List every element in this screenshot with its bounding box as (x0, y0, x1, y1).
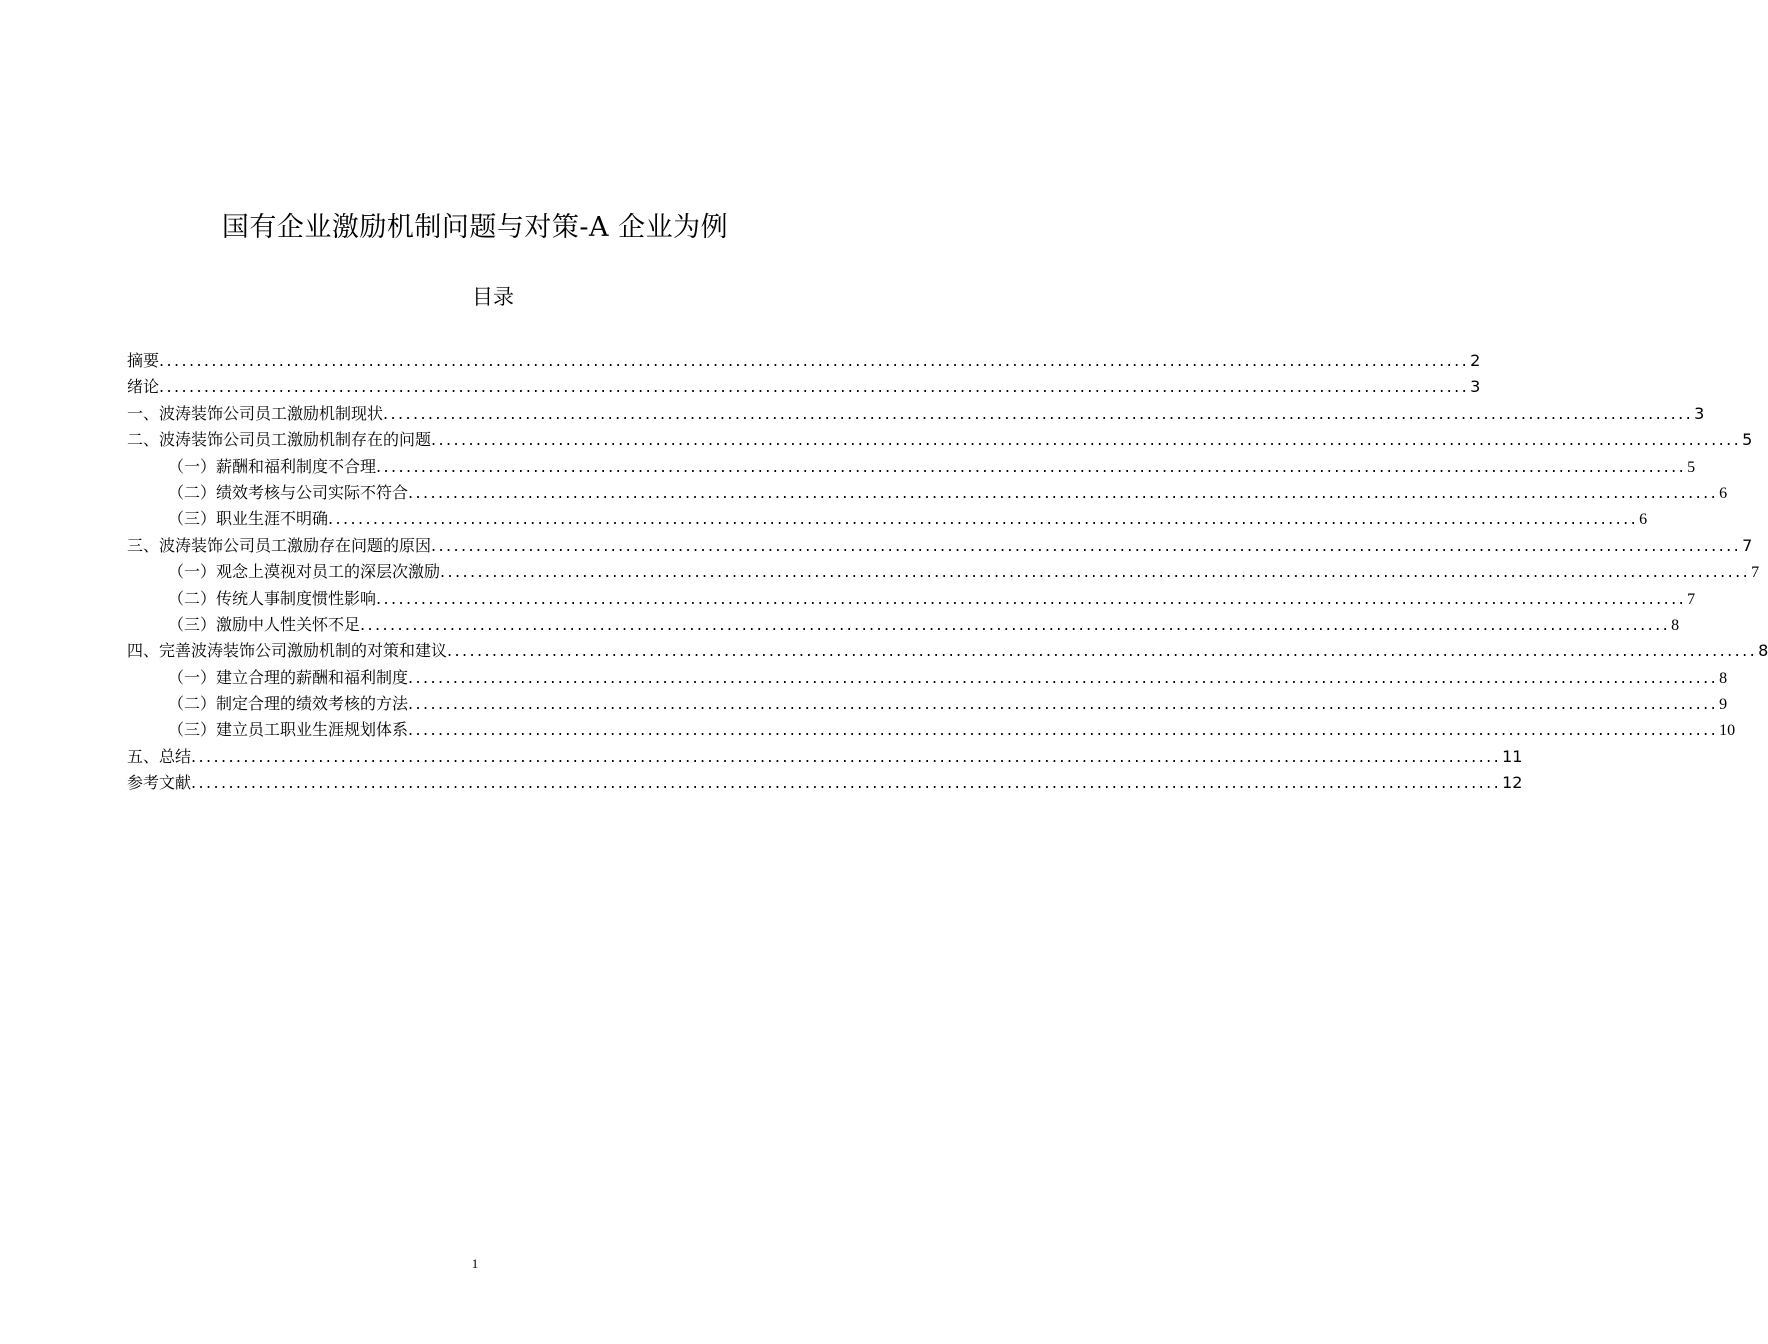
toc-dot-leader: ............................................................................................................................................................................... (408, 482, 1719, 502)
toc-entry-label: （三）建立员工职业生涯规划体系 (168, 720, 409, 740)
toc-page-number: 3 (1470, 377, 1481, 397)
toc-dot-leader: ............................................................................................................................................................................... (383, 403, 1694, 423)
toc-dot-leader: ............................................................................................................................................................................... (431, 535, 1742, 555)
toc-entry-label: （一）建立合理的薪酬和福利制度 (168, 667, 409, 687)
toc-page-number: 6 (1719, 484, 1728, 502)
toc-page-number: 8 (1671, 616, 1680, 634)
toc-entry-label: 四、完善波涛装饰公司激励机制的对策和建议 (127, 641, 448, 661)
toc-entry-abstract[interactable] (127, 348, 1481, 374)
toc-entry-label: （一）观念上漠视对员工的深层次激励 (168, 562, 441, 582)
toc-dot-leader: ............................................................................................................................................................................... (431, 430, 1742, 450)
toc-entry-label: （三）职业生涯不明确 (168, 509, 329, 529)
toc-page-number: 12 (1502, 773, 1523, 793)
document-title: 国有企业激励机制问题与对策-A 企业为例 (221, 212, 729, 243)
toc-dot-leader: ............................................................................................................................................................................... (447, 641, 1758, 661)
toc-entry-label: （三）激励中人性关怀不足 (168, 614, 361, 634)
toc-entry-label: （二）传统人事制度惯性影响 (168, 588, 377, 608)
toc-entry-label: 一、波涛装饰公司员工激励机制现状 (127, 403, 384, 423)
page-number: 1 (471, 1256, 479, 1271)
toc-entry-label: 三、波涛装饰公司员工激励存在问题的原因 (127, 535, 432, 555)
toc-entry-section-1[interactable] (127, 401, 1705, 427)
toc-dot-leader: ............................................................................................................................................................................... (328, 509, 1639, 529)
toc-entry-section-3-2[interactable] (127, 586, 1696, 612)
toc-entry-section-3-3[interactable] (127, 612, 1680, 638)
toc-entry-section-5[interactable] (127, 744, 1523, 770)
toc-dot-leader: ............................................................................................................................................................................... (191, 746, 1502, 766)
toc-page-number: 9 (1719, 696, 1728, 714)
toc-dot-leader: ............................................................................................................................................................................... (408, 667, 1719, 687)
toc-entry-section-2-2[interactable] (127, 480, 1728, 506)
toc-entry-label: 参考文献 (127, 773, 192, 793)
toc-entry-section-2-3[interactable] (127, 506, 1648, 532)
toc-entry-section-4-1[interactable] (127, 665, 1728, 691)
toc-entry-introduction[interactable] (127, 374, 1481, 400)
toc-page-number: 7 (1687, 590, 1696, 608)
toc-dot-leader: ............................................................................................................................................................................... (408, 694, 1719, 714)
toc-entry-label: 摘要 (127, 351, 160, 370)
toc-entry-section-4[interactable] (127, 638, 1768, 664)
toc-page-number: 5 (1742, 430, 1753, 450)
toc-page-number: 7 (1742, 535, 1753, 555)
toc-page-number: 3 (1694, 403, 1705, 423)
toc-entry-label: 绪论 (127, 377, 160, 397)
toc-dot-leader: ............................................................................................................................................................................... (159, 351, 1470, 370)
toc-dot-leader: ............................................................................................................................................................................... (159, 377, 1470, 397)
toc-entry-label: 二、波涛装饰公司员工激励机制存在的问题 (127, 430, 432, 450)
toc-dot-leader: ............................................................................................................................................................................... (376, 456, 1687, 476)
toc-page-number: 7 (1751, 564, 1760, 582)
toc-entry-label: （二）制定合理的绩效考核的方法 (168, 694, 409, 714)
toc-page-number: 6 (1639, 511, 1648, 529)
toc-entry-section-4-3[interactable] (127, 717, 1736, 743)
toc-page-number: 11 (1502, 746, 1523, 766)
toc-heading: 目录 (472, 285, 514, 309)
toc-entry-label: （一）薪酬和福利制度不合理 (168, 456, 377, 476)
table-of-contents (127, 348, 1768, 797)
toc-page-number: 10 (1719, 722, 1736, 740)
toc-entry-label: （二）绩效考核与公司实际不符合 (168, 482, 409, 502)
toc-page-number: 8 (1719, 669, 1728, 687)
toc-dot-leader: ............................................................................................................................................................................... (440, 562, 1751, 582)
toc-entry-section-2[interactable] (127, 427, 1753, 453)
toc-page-number: 8 (1758, 641, 1768, 661)
toc-dot-leader: ............................................................................................................................................................................... (376, 588, 1687, 608)
toc-entry-section-2-1[interactable] (127, 454, 1696, 480)
toc-page-number: 5 (1687, 458, 1696, 476)
toc-entry-section-3-1[interactable] (127, 559, 1760, 585)
toc-entry-references[interactable] (127, 770, 1523, 796)
toc-entry-section-4-2[interactable] (127, 691, 1728, 717)
toc-entry-section-3[interactable] (127, 533, 1753, 559)
toc-entry-label: 五、总结 (127, 746, 192, 766)
toc-page-number: 2 (1470, 351, 1481, 370)
toc-dot-leader: ............................................................................................................................................................................... (360, 614, 1671, 634)
toc-dot-leader: ............................................................................................................................................................................... (191, 773, 1502, 793)
toc-dot-leader: ............................................................................................................................................................................... (408, 720, 1719, 740)
